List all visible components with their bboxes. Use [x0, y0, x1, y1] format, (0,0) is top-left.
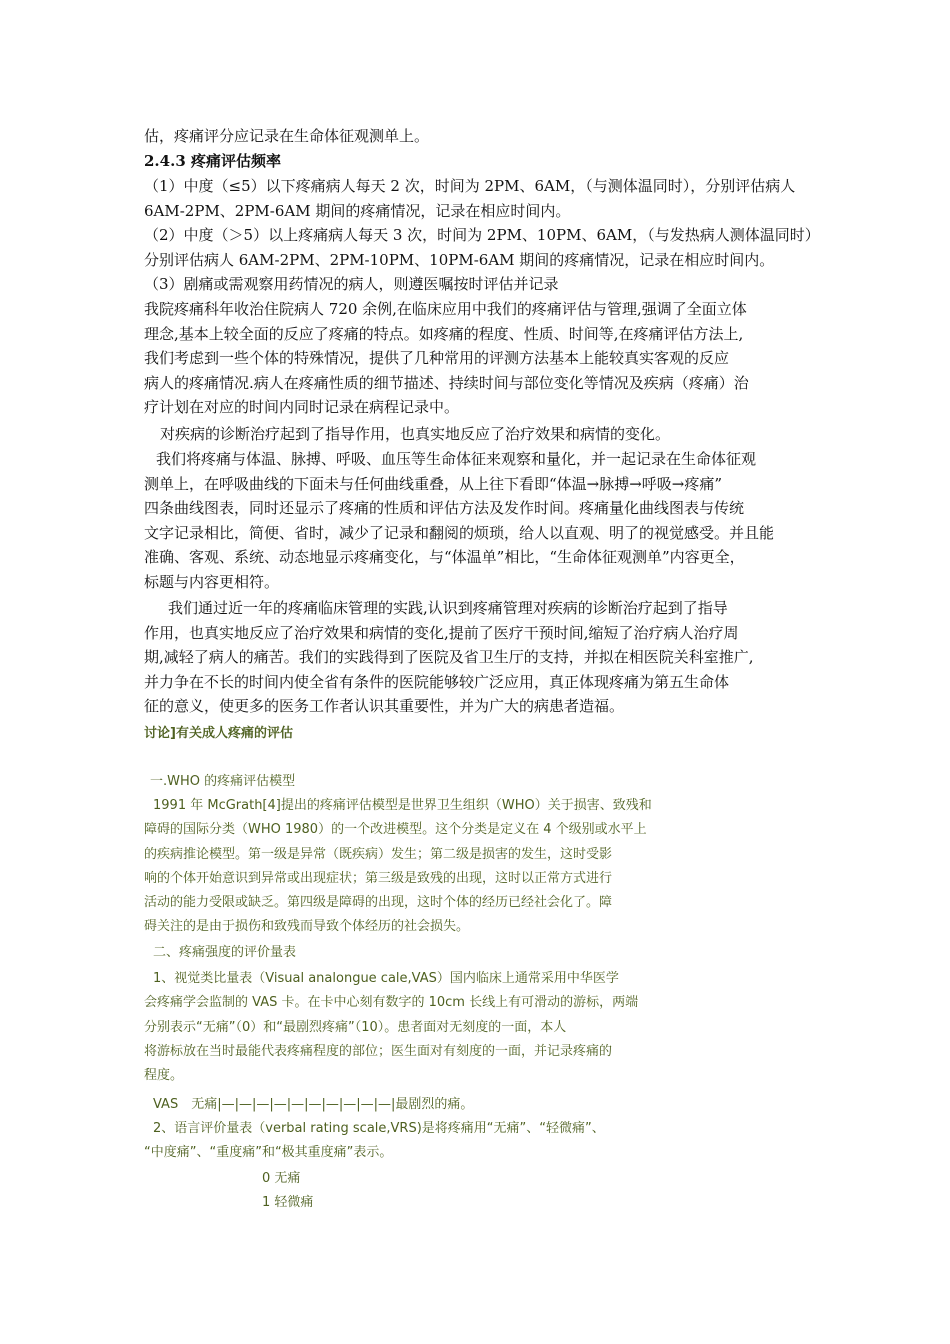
text-line: 准确、客观、系统、动态地显示疼痛变化，与“体温单”相比，“生命体征观测单”内容更全，	[144, 548, 745, 566]
text-line: 期,减轻了病人的痛苦。我们的实践得到了医院及省卫生厅的支持，并拟在相医院关科室推广,	[144, 648, 754, 666]
text-line: （2）中度（＞5）以上疼痛病人每天 3 次，时间为 2PM、10PM、6AM，（与发热病人测体温同时）	[144, 226, 820, 244]
list-item: 0 无痛	[262, 1171, 301, 1186]
text-line: 我们考虑到一些个体的特殊情况，提供了几种常用的评测方法基本上能较真实客观的反应	[144, 349, 730, 367]
frequency-item-1	[144, 174, 824, 223]
text-line-assessment-record: 估，疼痛评分应记录在生命体征观测单上。	[144, 127, 430, 145]
text-line: 标题与内容更相符。	[144, 572, 280, 591]
text-line: 程度。	[144, 1068, 184, 1084]
text-line: 活动的能力受限或缺乏。第四级是障碍的出现，这时个体的经历已经社会化了。障	[144, 895, 613, 911]
frequency-item-2	[144, 223, 824, 272]
vrs-level-list	[262, 1167, 562, 1216]
text-line: 疗计划在对应的时间内同时记录在病程记录中。	[144, 398, 460, 416]
text-line: 6AM-2PM、2PM-6AM 期间的疼痛情况，记录在相应时间内。	[144, 201, 571, 220]
text-line: 我院疼痛科年收治住院病人 720 余例,在临床应用中我们的疼痛评估与管理,强调了全面立体	[144, 300, 747, 318]
paragraph-vas	[144, 967, 824, 1088]
discussion-heading: 讨论]有关成人疼痛的评估	[144, 726, 293, 741]
paragraph-practice-summary	[144, 596, 824, 719]
vas-scale-line: VAS 无痛|—|—|—|—|—|—|—|—|—|—|最剧烈的痛。	[153, 1097, 474, 1112]
text-line: 文字记录相比，简便、省时，减少了记录和翻阅的烦琐，给人以直观、明了的视觉感受。并且能	[144, 523, 775, 542]
text-line: “中度痛”、“重度痛”和“极其重度痛”表示。	[144, 1145, 393, 1161]
paragraph-vital-signs	[144, 447, 824, 594]
text-line: 病人的疼痛情况.病人在疼痛性质的细节描述、持续时间与部位变化等情况及疾病（疼痛）治	[144, 373, 749, 392]
text-line: 将游标放在当时最能代表疼痛程度的部位；医生面对有刻度的一面，并记录疼痛的	[144, 1043, 613, 1059]
text-line: 会疼痛学会监制的 VAS 卡。在卡中心刻有数字的 10cm 长线上有可滑动的游标，两端	[144, 995, 639, 1011]
text-line: 征的意义，使更多的医务工作者认识其重要性，并为广大的病患者造福。	[144, 697, 625, 715]
text-line: 我们将疼痛与体温、脉搏、呼吸、血压等生命体征来观察和量化，并一起记录在生命体征观	[156, 450, 757, 468]
text-line: 理念,基本上较全面的反应了疼痛的特点。如疼痛的程度、性质、时间等,在疼痛评估方法上,	[144, 324, 744, 343]
text-line: 的疾病推论模型。第一级是异常（既疾病）发生；第二级是损害的发生，这时受影	[144, 846, 613, 862]
text-line: 2、语言评价量表（verbal rating scale,VRS)是将疼痛用“无痛”、“轻微痛”、	[153, 1121, 605, 1136]
scale-heading: 二、疼痛强度的评价量表	[153, 945, 297, 960]
section-heading-2-4-3: 2.4.3 疼痛评估频率	[144, 152, 281, 170]
text-line: 作用，也真实地反应了治疗效果和病情的变化,提前了医疗干预时间,缩短了治疗病人治疗周	[144, 623, 739, 642]
text-line: 并力争在不长的时间内使全省有条件的医院能够较广泛应用，真正体现疼痛为第五生命体	[144, 672, 730, 691]
text-line: 四条曲线图表，同时还显示了疼痛的性质和评估方法及发作时间。疼痛量化曲线图表与传统	[144, 499, 745, 517]
paragraph-who-model	[144, 794, 824, 940]
paragraph-pain-department	[144, 297, 824, 420]
text-line: 1、视觉类比量表（Visual analongue cale,VAS）国内临床上通常采用中华医学	[153, 971, 619, 986]
text-line: 障碍的国际分类（WHO 1980）的一个改进模型。这个分类是定义在 4 个级别或水平上	[144, 822, 647, 838]
text-line: 响的个体开始意识到异常或出现症状；第三级是致残的出现，这时以正常方式进行	[144, 870, 613, 886]
text-line: 测单上，在呼吸曲线的下面未与任何曲线重叠，从上往下看即“体温→脉搏→呼吸→疼痛”	[144, 474, 723, 493]
text-line: 分别评估病人 6AM-2PM、2PM-10PM、10PM-6AM 期间的疼痛情况，记录在相应时间内。	[144, 250, 775, 269]
list-item: 1 轻微痛	[262, 1195, 314, 1211]
paragraph-vrs	[144, 1117, 824, 1166]
text-line: 我们通过近一年的疼痛临床管理的实践,认识到疼痛管理对疾病的诊断治疗起到了指导	[168, 599, 728, 617]
paragraph-guidance: 对疾病的诊断治疗起到了指导作用，也真实地反应了治疗效果和病情的变化。	[160, 425, 671, 443]
frequency-item-3: （3）剧痛或需观察用药情况的病人，则遵医嘱按时评估并记录	[144, 275, 559, 293]
text-line: 碍关注的是由于损伤和致残而导致个体经历的社会损失。	[144, 919, 470, 935]
who-model-heading: 一.WHO 的疼痛评估模型	[150, 774, 296, 789]
text-line: 分别表示“无痛”（0）和“最剧烈疼痛”（10）。患者面对无刻度的一面，本人	[144, 1019, 567, 1035]
text-line: （1）中度（≤5）以下疼痛病人每天 2 次，时间为 2PM、6AM，（与测体温同时），分别评估病人	[144, 177, 796, 195]
text-line: 1991 年 McGrath[4]提出的疼痛评估模型是世界卫生组织（WHO）关于损害、致残和	[153, 798, 652, 813]
